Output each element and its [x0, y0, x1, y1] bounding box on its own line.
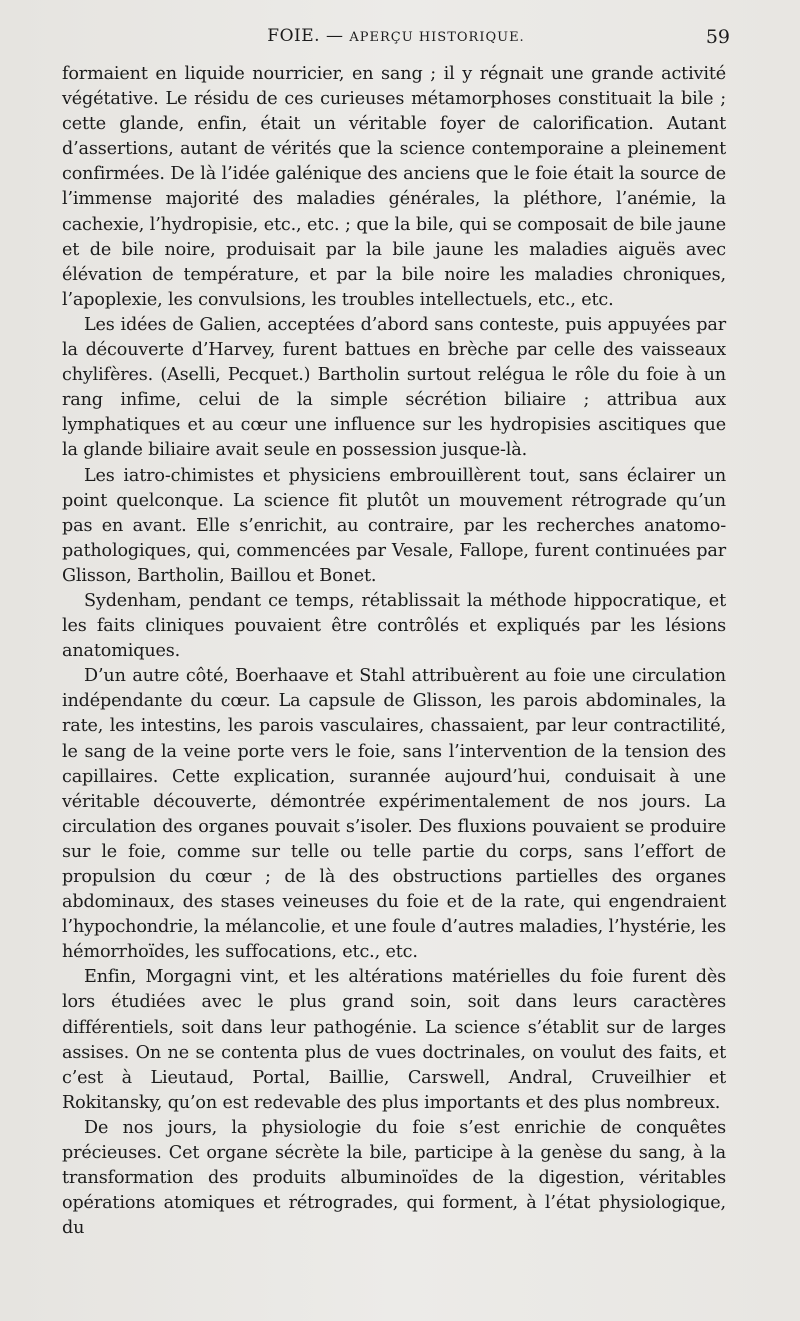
paragraph: Les idées de Galien, acceptées d’abord sans conteste, puis appuyées par la découverte d’Harvey, furent battues en brèche par celle des vaisseaux chylifères. (Aselli, Pecquet.) Bartholin surtout relégua le rôle du foie à un rang infime, celui de la simple sécrétion biliaire ; attribua aux lymphatiques et au cœur une influence sur les hydropisies ascitiques que la glande biliaire avait seule en possession jusque-là. — [62, 314, 726, 461]
running-head-dash: — — [325, 26, 344, 46]
running-head — [62, 26, 730, 46]
paragraph: Sydenham, pendant ce temps, rétablissait la méthode hippocratique, et les faits cliniques pouvaient être contrôlés et expliqués par les lésions anatomiques. — [62, 590, 726, 662]
paragraph: D’un autre côté, Boerhaave et Stahl attribuèrent au foie une circulation indépendante du cœur. La capsule de Glisson, les parois abdominales, la rate, les intestins, les parois vasculaires, chassaient, par leur contractilité, le sang de la veine porte vers le foie, sans l’intervention de la tension des capillaires. Cette explication, surannée aujourd’hui, conduisait à une véritable découverte, démontrée expérimentalement de nos jours. La circulation des organes pouvait s’isoler. Des fluxions pouvaient se produire sur le foie, comme sur telle ou telle partie du corps, sans l’effort de propulsion du cœur ; de là des obstructions partielles des organes abdominaux, des stases veineuses du foie et de la rate, qui engendraient l’hypochondrie, la mélancolie, et une foule d’autres maladies, l’hystérie, les hémorrhoïdes, les suffocations, etc., etc. — [62, 666, 726, 963]
paragraph: De nos jours, la physiologie du foie s’est enrichie de conquêtes précieuses. Cet organe sécrète la bile, participe à la genèse du sang, à la transformation des produits albuminoïdes de la digestion, véritables opérations atomiques et rétrogrades, qui forment, à l’état physiologique, du — [62, 1117, 726, 1239]
body-text — [62, 62, 726, 1241]
running-head-title: FOIE. — [267, 26, 321, 46]
paragraph: formaient en liquide nourricier, en sang ; il y régnait une grande activité végétative. Le résidu de ces curieuses métamorphoses constituait la bile ; cette glande, enfin, était un véritable foyer de calorification. Autant d’assertions, autant de vérités que la science contemporaine a pleinement confirmées. De là l’idée galénique des anciens que le foie était la source de l’immense majorité des maladies générales, la pléthore, l’anémie, la cachexie, l’hydropisie, etc., etc. ; que la bile, qui se composait de bile jaune et de bile noire, produisait par la bile jaune les maladies aiguës avec élévation de température, et par la bile noire les maladies chroniques, l’apoplexie, les convulsions, les troubles intellectuels, etc., etc. — [62, 64, 726, 310]
paragraph: Enfin, Morgagni vint, et les altérations matérielles du foie furent dès lors étudiées avec le plus grand soin, soit dans leurs caractères différentiels, soit dans leur pathogénie. La science s’établit sur de larges assises. On ne se contenta plus de vues doctrinales, on voulut des faits, et c’est à Lieutaud, Portal, Baillie, Carswell, Andral, Cruveilhier et Rokitansky, qu’on est redevable des plus importants et des plus nombreux. — [62, 967, 726, 1113]
running-head-subtitle: APERÇU HISTORIQUE. — [349, 30, 525, 45]
page-number: 59 — [705, 26, 730, 48]
paragraph: Les iatro-chimistes et physiciens embrouillèrent tout, sans éclairer un point quelconque. La science fit plutôt un mouvement rétrograde qu’un pas en avant. Elle s’enrichit, au contraire, par les recherches anatomo-pathologiques, qui, commencées par Vesale, Fallope, furent continuées par Glisson, Bartholin, Baillou et Bonet. — [62, 465, 726, 586]
page-header — [62, 26, 730, 56]
